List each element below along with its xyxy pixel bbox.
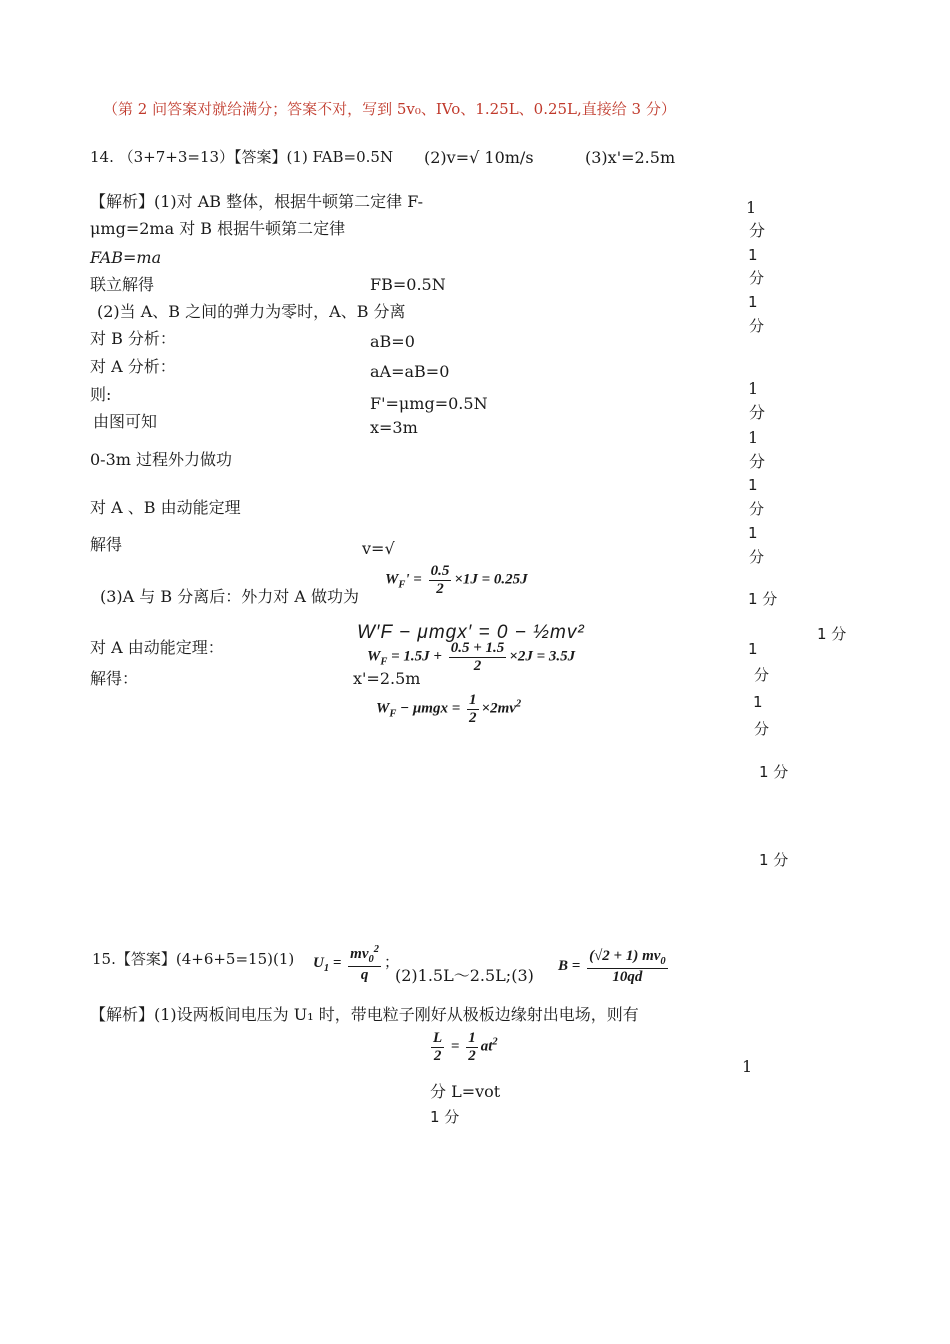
score-12: 1 分 bbox=[759, 763, 789, 781]
q14-answer-2: (2)v=√ 10m/s bbox=[424, 148, 534, 167]
q14-ze: 则: bbox=[90, 385, 112, 404]
q15-analysis: 【解析】(1)设两板间电压为 U₁ 时，带电粒子刚好从极板边缘射出电场，则有 bbox=[90, 1005, 639, 1024]
q14-dongneng: 对 A 、B 由动能定理 bbox=[90, 498, 241, 517]
q14-fprime: F'=μmg=0.5N bbox=[370, 394, 488, 413]
score-6-number: 1 bbox=[748, 476, 758, 494]
score-7-unit: 分 bbox=[749, 548, 765, 566]
q14-x3m: x=3m bbox=[370, 418, 418, 437]
q15-score-2: 1 分 bbox=[430, 1108, 460, 1126]
q15-fen-lvot: 分 L=vot bbox=[430, 1082, 501, 1101]
score-3-unit: 分 bbox=[749, 317, 765, 335]
score-4-unit: 分 bbox=[749, 403, 766, 422]
q14-jiede-2: 解得： bbox=[90, 669, 139, 688]
q14-dui-a: 对 A 分析： bbox=[90, 357, 176, 376]
q15-header: 15.【答案】(4+6+5=15)(1) bbox=[92, 950, 295, 968]
score-2-unit: 分 bbox=[749, 269, 765, 287]
score-1-unit: 分 bbox=[749, 221, 766, 240]
q14-xprime: x'=2.5m bbox=[353, 669, 421, 688]
q14-analysis-line1: 【解析】(1)对 AB 整体，根据牛顿第二定律 F- bbox=[90, 192, 424, 211]
score-2-number: 1 bbox=[748, 246, 758, 264]
q14-header: 14. （3+7+3=13）【答案】(1) FAB=0.5N bbox=[90, 148, 394, 166]
q14-youtu: 由图可知 bbox=[93, 412, 158, 431]
q14-jiede: 解得 bbox=[90, 535, 123, 554]
q14-fb-result: FB=0.5N bbox=[370, 275, 446, 294]
scoring-note: （第 2 问答案对就给满分；答案不对，写到 5v₀、IVo、1.25L、0.25L,直接给 3 分） bbox=[103, 100, 676, 118]
q14-energy-equation: W′F − μmgx′ = 0 − ½mv² bbox=[357, 622, 585, 643]
score-6-unit: 分 bbox=[749, 500, 765, 518]
q14-dui-a-dongneng: 对 A 由动能定理： bbox=[90, 638, 224, 657]
q14-aab: aA=aB=0 bbox=[370, 362, 450, 381]
score-8: 1 分 bbox=[748, 590, 778, 608]
q14-wf-equation-2: $W_F = 1.5J$ + $\frac{0.5 + 1.5}{2}$ ×2J = 3.5J bbox=[367, 640, 576, 674]
q14-wf-equation-1: $W_F'$ = $\frac{0.5}{2}$ ×1J = 0.25J bbox=[385, 563, 528, 597]
q14-part2: (2)当 A、B 之间的弹力为零时，A、B 分离 bbox=[97, 302, 406, 321]
score-11-unit: 分 bbox=[754, 720, 770, 738]
q14-dui-b: 对 B 分析： bbox=[90, 329, 176, 348]
score-5-number: 1 bbox=[748, 428, 759, 447]
score-13: 1 分 bbox=[759, 851, 789, 869]
q14-answer-3: (3)x'=2.5m bbox=[585, 148, 676, 167]
q14-ab0: aB=0 bbox=[370, 332, 415, 351]
q14-wf-equation-3: $W_F - \mu mgx$ = $\frac{1}{2}$ $\times 2mv^2$ bbox=[376, 692, 522, 726]
score-7-number: 1 bbox=[748, 524, 758, 542]
score-4-number: 1 bbox=[748, 379, 759, 398]
score-5-unit: 分 bbox=[749, 452, 766, 471]
q15-u1-equation: $U_1$ = $\frac{mv_0^2}{q}$ ； bbox=[313, 944, 399, 983]
q15-l-half-equation: $\frac{L}{2}$ = $\frac{1}{2}$ $at^2$ bbox=[433, 1030, 498, 1064]
q15-score-1: 1 bbox=[742, 1057, 753, 1076]
score-10-unit: 分 bbox=[754, 666, 770, 684]
q14-part3: (3)A 与 B 分离后：外力对 A 做功为 bbox=[100, 587, 359, 606]
q14-v-sqrt: v=√ bbox=[362, 539, 395, 558]
q15-answer-2: (2)1.5L～2.5L;(3) bbox=[395, 966, 534, 985]
score-11-number: 1 bbox=[753, 693, 763, 711]
q14-fab-equation: FAB=ma bbox=[90, 248, 162, 267]
q14-work-0-3m: 0-3m 过程外力做功 bbox=[90, 450, 233, 469]
score-9: 1 分 bbox=[817, 625, 847, 643]
score-3-number: 1 bbox=[748, 293, 758, 311]
q15-b-equation: B = $\frac{(√2 + 1) mv_0}{10qd}$ bbox=[558, 948, 666, 985]
score-1-number: 1 bbox=[746, 198, 757, 217]
q14-analysis-line2: μmg=2ma 对 B 根据牛顿第二定律 bbox=[90, 219, 346, 238]
q14-lianli: 联立解得 bbox=[90, 275, 155, 294]
score-10-number: 1 bbox=[748, 640, 758, 658]
